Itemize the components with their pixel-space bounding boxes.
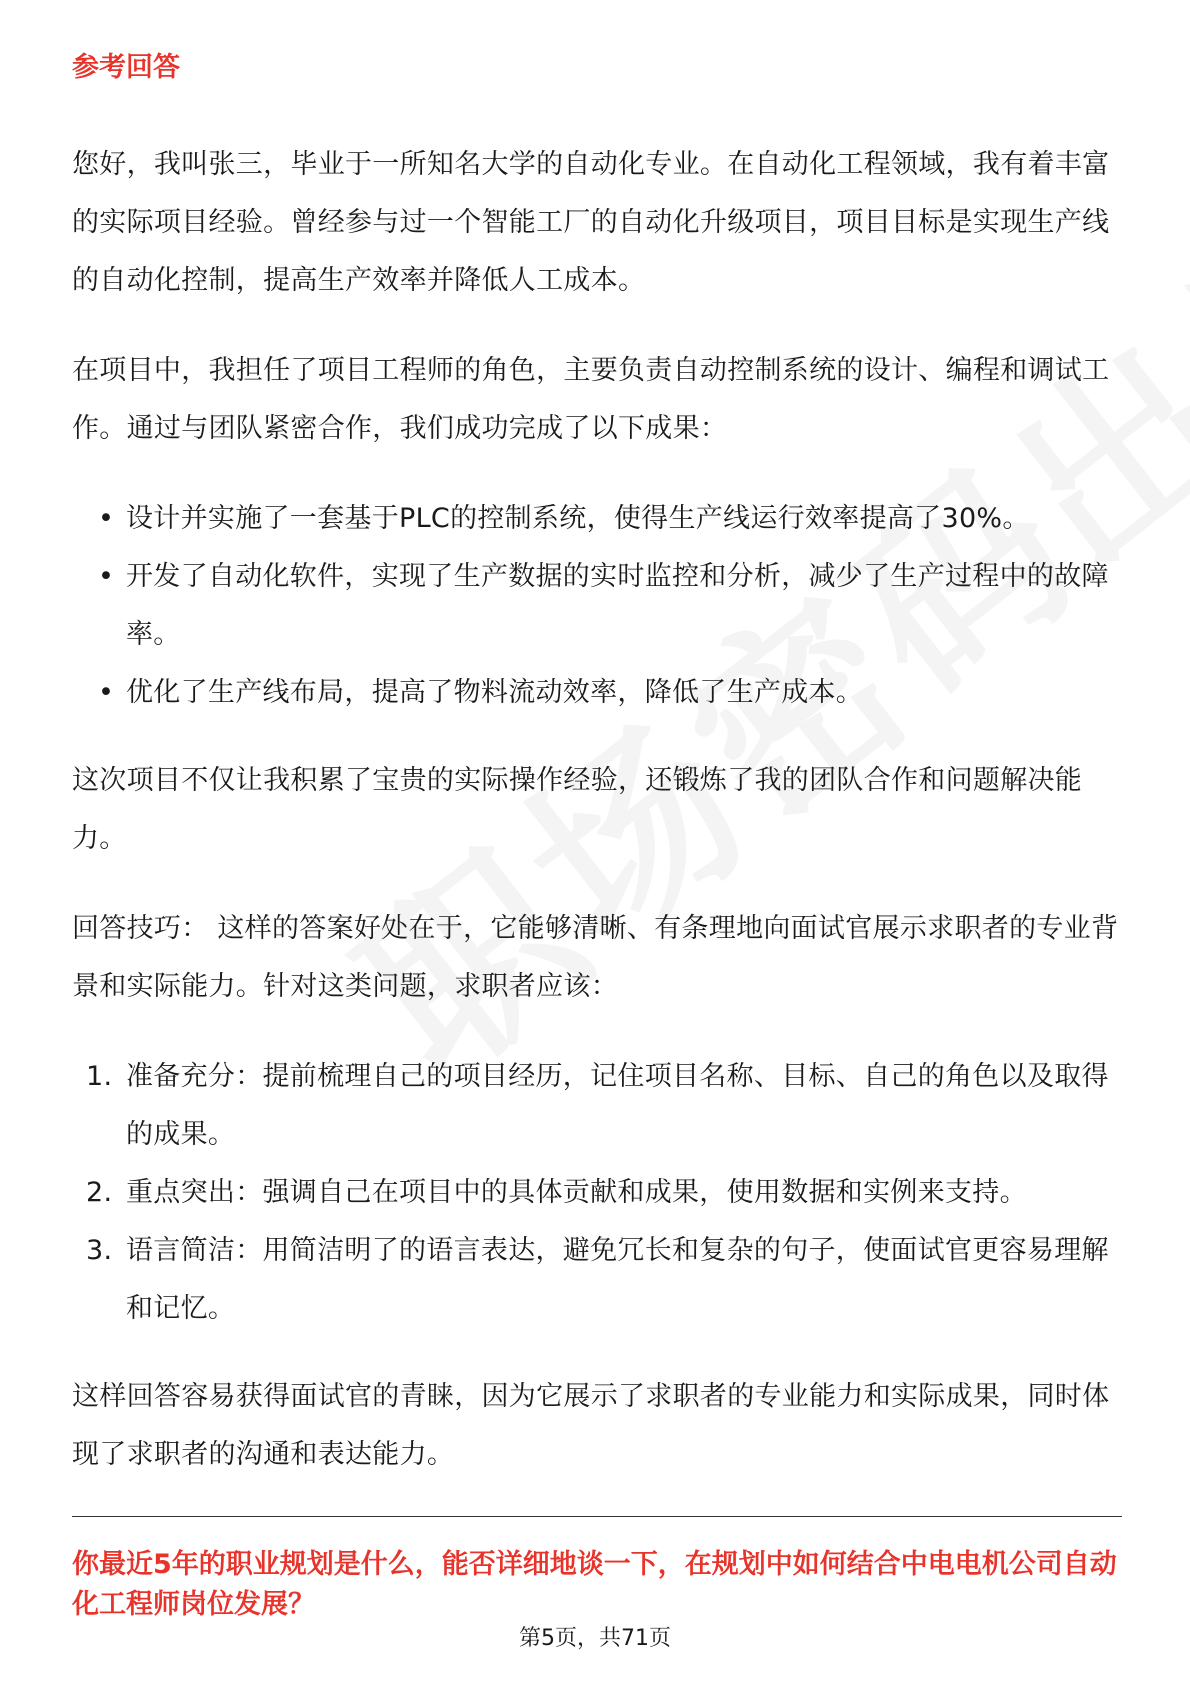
list-item-text: 优化了生产线布局，提高了物料流动效率，降低了生产成本。 <box>126 677 864 708</box>
closing-paragraph: 这样回答容易获得面试官的青睐，因为它展示了求职者的专业能力和实际成果，同时体现了求职者的沟通和表达能力。 <box>72 1381 1110 1470</box>
list-number: 3. <box>86 1235 113 1266</box>
list-item-text: 设计并实施了一套基于PLC的控制系统，使得生产线运行效率提高了30%。 <box>126 503 1030 534</box>
list-item-text: 准备充分：提前梳理自己的项目经历，记住项目名称、目标、自己的角色以及取得的成果。 <box>126 1061 1109 1150</box>
tips-list <box>72 1048 1122 1338</box>
page-content <box>72 48 1122 1625</box>
list-item <box>72 490 1122 548</box>
list-item <box>72 548 1122 664</box>
intro-paragraph-2: 在项目中，我担任了项目工程师的角色，主要负责自动控制系统的设计、编程和调试工作。通过与团队紧密合作，我们成功完成了以下成果： <box>72 355 1110 444</box>
list-item <box>72 1164 1122 1222</box>
intro-paragraph-1: 您好，我叫张三，毕业于一所知名大学的自动化专业。在自动化工程领域，我有着丰富的实际项目经验。曾经参与过一个智能工厂的自动化升级项目，项目目标是实现生产线的自动化控制，提高生产效率并降低人工成本。 <box>72 149 1110 296</box>
bullet-icon: • <box>98 677 115 708</box>
list-item <box>72 1222 1122 1338</box>
list-number: 1. <box>86 1061 113 1092</box>
bullet-icon: • <box>98 561 115 592</box>
achievement-list <box>72 490 1122 722</box>
page-footer: 第5页，共71页 <box>519 1626 671 1651</box>
tips-paragraph: 回答技巧： 这样的答案好处在于，它能够清晰、有条理地向面试官展示求职者的专业背景和实际能力。针对这类问题，求职者应该： <box>72 913 1119 1002</box>
bullet-icon: • <box>98 503 115 534</box>
list-item-text: 语言简洁：用简洁明了的语言表达，避免冗长和复杂的句子，使面试官更容易理解和记忆。 <box>126 1235 1109 1324</box>
section-divider <box>72 1516 1122 1517</box>
list-item <box>72 1048 1122 1164</box>
list-number: 2. <box>86 1177 113 1208</box>
answer-heading: 参考回答 <box>72 52 180 83</box>
list-item-text: 开发了自动化软件，实现了生产数据的实时监控和分析，减少了生产过程中的故障率。 <box>126 561 1109 650</box>
list-item-text: 重点突出：强调自己在项目中的具体贡献和成果，使用数据和实例来支持。 <box>126 1177 1027 1208</box>
summary-paragraph: 这次项目不仅让我积累了宝贵的实际操作经验，还锻炼了我的团队合作和问题解决能力。 <box>72 765 1083 854</box>
next-question: 你最近5年的职业规划是什么，能否详细地谈一下，在规划中如何结合中电电机公司自动化工程师岗位发展？ <box>72 1549 1117 1620</box>
list-item <box>72 664 1122 722</box>
